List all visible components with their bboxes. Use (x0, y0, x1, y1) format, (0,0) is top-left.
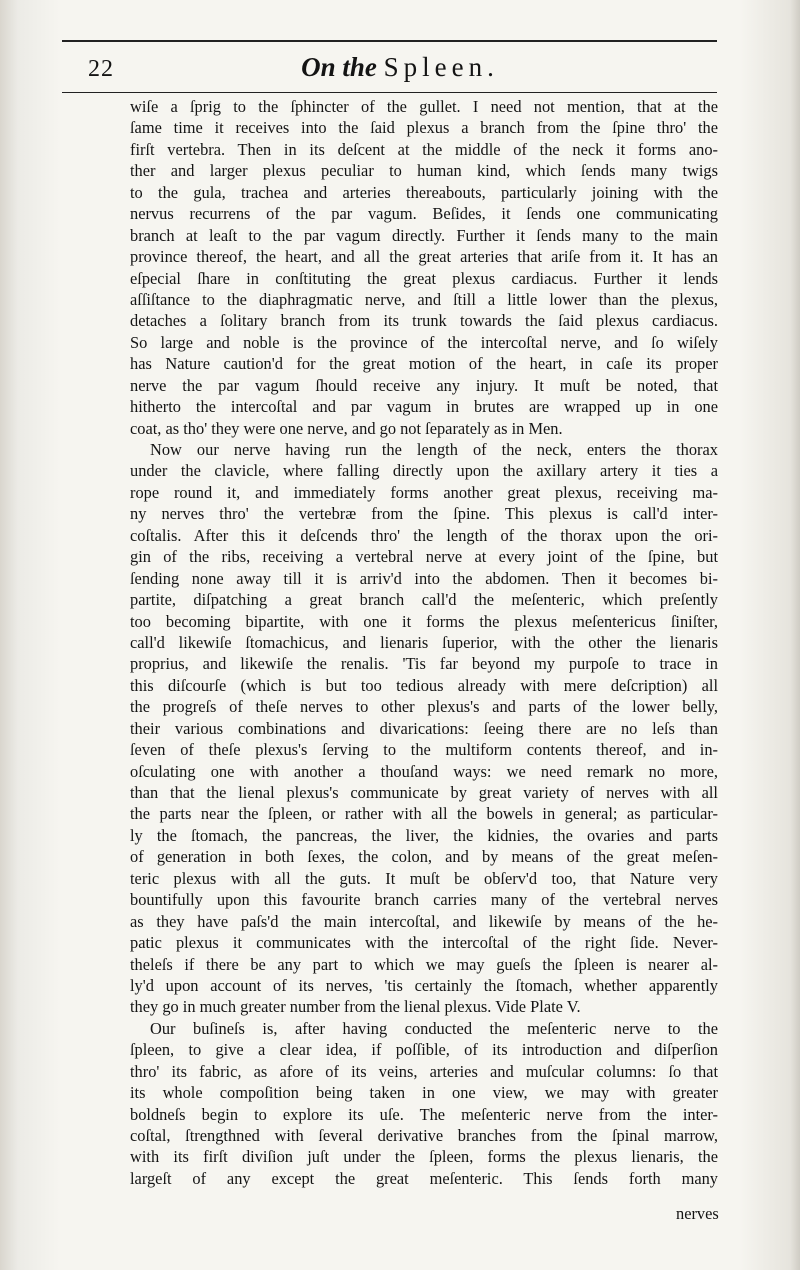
text-line: oſculating one with another a thouſand ways: we need remark no more, (130, 761, 718, 781)
text-line: with its firſt diviſion juſt under the ſpleen, forms the plexus lienaris, the (130, 1147, 718, 1167)
text-line: too becoming bipartite, with one it forms the plexus meſentericus ſiniſter, (130, 611, 718, 631)
text-line: has Nature caution'd for the great motion of the heart, in caſe its proper (130, 354, 718, 374)
text-line: ſending none away till it is arriv'd into the abdomen. Then it becomes bi- (130, 568, 718, 588)
text-line: eſpecial ſhare in conſtituting the great plexus cardiacus. Further it lends (130, 268, 718, 288)
text-line: detaches a ſolitary branch from its trunk towards the ſaid plexus cardiacus. (130, 311, 718, 331)
text-line: gin of the ribs, receiving a vertebral nerve at every joint of the ſpine, but (130, 547, 718, 567)
text-line: as they have paſs'd the main intercoſtal, and likewiſe by means of the he- (130, 911, 718, 931)
text-line: province thereof, the heart, and all the great arteries that ariſe from it. It has an (130, 247, 718, 267)
text-line: ly the ſtomach, the pancreas, the liver, the kidnies, the ovaries and parts (130, 825, 718, 845)
text-line: ſeven of theſe plexus's ſerving to the multiform contents thereof, and in- (130, 740, 718, 760)
header-rule-bottom (62, 92, 717, 93)
text-line: patic plexus it communicates with the intercoſtal of the right ſide. Never- (130, 933, 718, 953)
text-line: aſſiſtance to the diaphragmatic nerve, and ſtill a little lower than the plexus, (130, 289, 718, 309)
text-line: Our buſineſs is, after having conducted the meſenteric nerve to the (150, 1018, 718, 1038)
text-line: call'd likewiſe ſtomachicus, and lienaris ſuperior, with the other the lienaris (130, 632, 718, 652)
text-line: ſame time it receives into the ſaid plexus a branch from the ſpine thro' the (130, 118, 718, 138)
text-line: coat, as tho' they were one nerve, and go not ſeparately as in Men. (130, 418, 563, 438)
header-rule-top (62, 40, 717, 42)
text-line: hitherto the intercoſtal and par vagum in brutes are wrapped up in one (130, 397, 718, 417)
text-line: coſtal, ſtrengthned with ſeveral derivative branches from the ſpinal marrow, (130, 1126, 718, 1145)
catchword: nerves (676, 1204, 719, 1223)
text-line: largeſt of any except the great meſenteric. This ſends forth many (130, 1168, 718, 1188)
text-line: of generation in both ſexes, the colon, and by means of the great meſen- (130, 847, 718, 867)
text-line: So large and noble is the province of the intercoſtal nerve, and ſo wiſely (130, 332, 718, 352)
text-line: nervus recurrens of the par vagum. Beſides, it ſends one communicating (130, 204, 718, 224)
text-line: coſtalis. After this it deſcends thro' the length of the thorax upon the ori- (130, 525, 718, 545)
text-line: boldneſs begin to explore its uſe. The meſenteric nerve from the inter- (130, 1104, 718, 1124)
text-line: branch at leaſt to the par vagum directly. Further it ſends many to the main (130, 225, 718, 245)
text-line: thro' its fabric, as afore of its veins, arteries and muſcular columns: ſo that (130, 1061, 718, 1081)
text-line: ny nerves thro' the vertebræ from the ſpine. This plexus is call'd inter- (130, 504, 718, 524)
body-text (130, 96, 718, 1189)
page-number: 22 (88, 56, 114, 82)
text-line: firſt vertebra. Then in its deſcent at the middle of the neck it forms ano- (130, 139, 718, 159)
text-line: bountifully upon this favourite branch carries many of the vertebral nerves (130, 890, 718, 910)
text-line: theleſs if there be any part to which we may gueſs the ſpleen is nearer al- (130, 954, 718, 974)
running-head (0, 52, 800, 83)
text-line: proprius, and likewiſe the renalis. 'Tis far beyond my purpoſe to trace in (130, 654, 718, 674)
text-line: this diſcourſe (which is but too tedious already with mere deſcription) all (130, 675, 718, 695)
running-head-prefix: On the (301, 52, 377, 82)
text-line: ly'd upon account of its nerves, 'tis certainly the ſtomach, whether apparently (130, 975, 718, 995)
text-line: Now our nerve having run the length of the neck, enters the thorax (150, 440, 718, 459)
text-line: nerve the par vagum ſhould receive any injury. It muſt be noted, that (130, 375, 718, 395)
text-line: its whole compoſition being taken in one view, we may with greater (130, 1083, 718, 1103)
running-head-title: Spleen. (383, 52, 499, 82)
text-line: teric plexus with all the guts. It muſt be obſerv'd too, that Nature very (130, 868, 718, 888)
text-line: the progreſs of theſe nerves to other plexus's and parts of the lower belly, (130, 697, 718, 717)
text-line: than that the lienal plexus's communicate by great variety of nerves with all (130, 783, 718, 802)
text-line: they go in much greater number from the lienal plexus. Vide Plate V. (130, 997, 581, 1017)
text-line: wiſe a ſprig to the ſphincter of the gullet. I need not mention, that at the (130, 97, 718, 116)
text-line: rope round it, and immediately forms another great plexus, receiving ma- (130, 482, 718, 502)
text-line: the parts near the ſpleen, or rather with all the bowels in general; as particular- (130, 804, 718, 824)
text-line: their various combinations and divarications: ſeeing there are no leſs than (130, 718, 718, 738)
text-line: partite, diſpatching a great branch call'd the meſenteric, which preſently (130, 590, 718, 610)
text-line: under the clavicle, where falling directly upon the axillary artery it ties a (130, 461, 718, 481)
text-line: to the gula, trachea and arteries thereabouts, particularly joining with the (130, 182, 718, 202)
text-line: ther and larger plexus peculiar to human kind, which ſends many twigs (130, 161, 718, 181)
text-line: ſpleen, to give a clear idea, if poſſible, of its introduction and diſperſion (130, 1040, 718, 1060)
